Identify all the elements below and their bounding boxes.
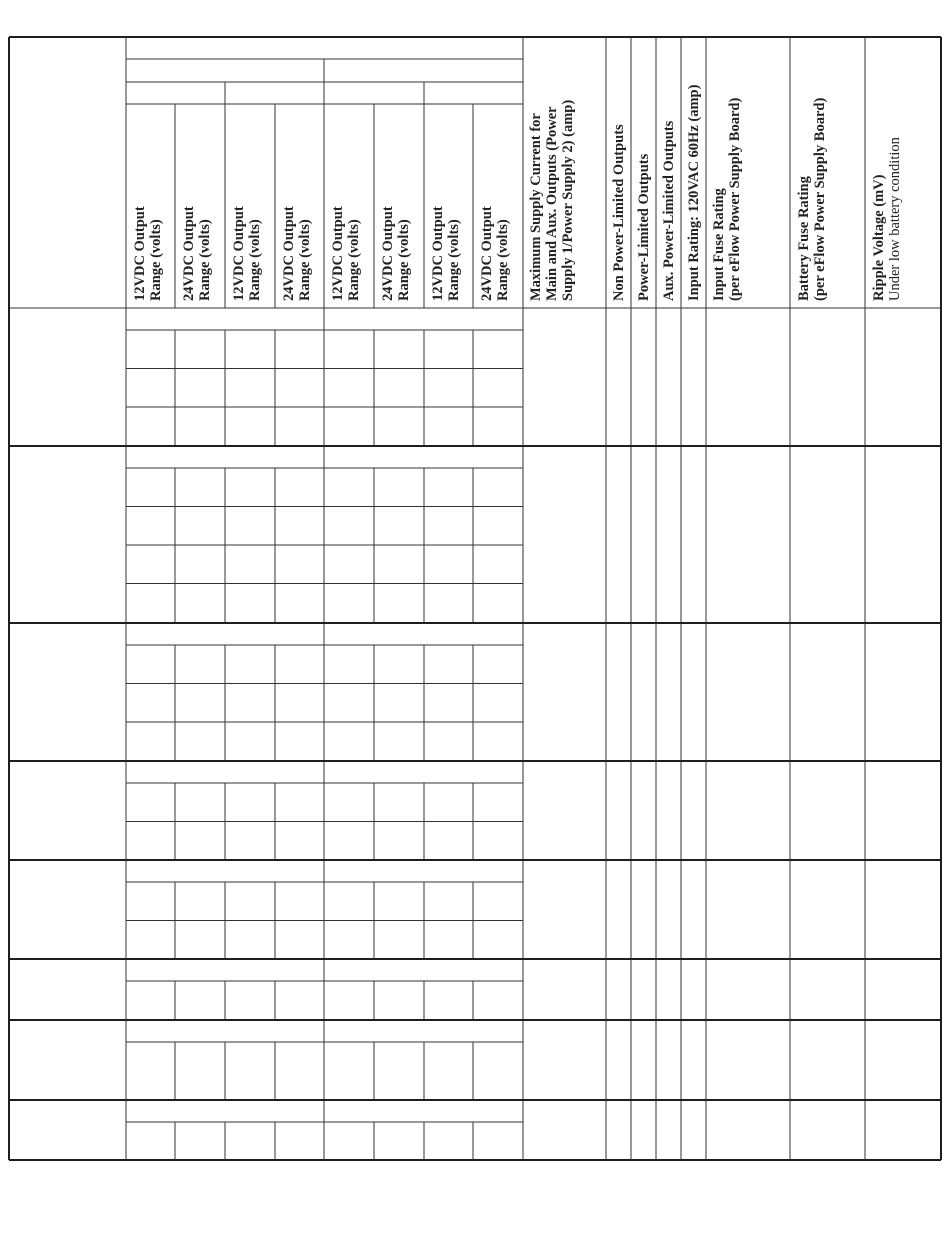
output-range-header: 24VDC Output [479, 206, 495, 301]
output-range-header: Range (volts) [396, 219, 412, 301]
non-power-limited-header: Non Power-Limited Outputs [611, 124, 627, 301]
output-range-header: 24VDC Output [181, 206, 197, 301]
output-range-header: Range (volts) [495, 219, 511, 301]
output-range-header: 12VDC Output [330, 206, 346, 301]
max-supply-current-header: Supply 1/Power Supply 2) (amp) [560, 99, 576, 301]
input-rating-header: Input Rating: 120VAC 60Hz (amp) [686, 84, 702, 301]
max-supply-current-header: Maximum Supply Current for [528, 113, 544, 301]
input-fuse-header: (per eFlow Power Supply Board) [727, 97, 743, 301]
output-range-header: Range (volts) [247, 219, 263, 301]
output-range-header: Range (volts) [197, 219, 213, 301]
ripple-voltage-header: Ripple Voltage (mV) [871, 174, 887, 301]
max-supply-current-header: Main and Aux. Outputs (Power [544, 106, 560, 301]
table-header-row [132, 84, 903, 301]
output-range-header: 12VDC Output [132, 206, 148, 301]
output-range-header: Range (volts) [148, 219, 164, 301]
battery-fuse-header: Battery Fuse Rating [796, 176, 812, 301]
output-range-header: Range (volts) [446, 219, 462, 301]
output-range-header: 24VDC Output [380, 206, 396, 301]
input-fuse-header: Input Fuse Rating [711, 188, 727, 301]
battery-fuse-header: (per eFlow Power Supply Board) [812, 97, 828, 301]
output-range-header: Range (volts) [297, 219, 313, 301]
output-range-header: Range (volts) [346, 219, 362, 301]
aux-power-limited-header: Aux. Power-Limited Outputs [661, 120, 677, 301]
output-range-header: 12VDC Output [430, 206, 446, 301]
power-limited-header: Power-Limited Outputs [636, 153, 652, 301]
ripple-voltage-header: Under low battery condition [887, 137, 903, 301]
output-range-header: 12VDC Output [231, 206, 247, 301]
output-range-header: 24VDC Output [281, 206, 297, 301]
